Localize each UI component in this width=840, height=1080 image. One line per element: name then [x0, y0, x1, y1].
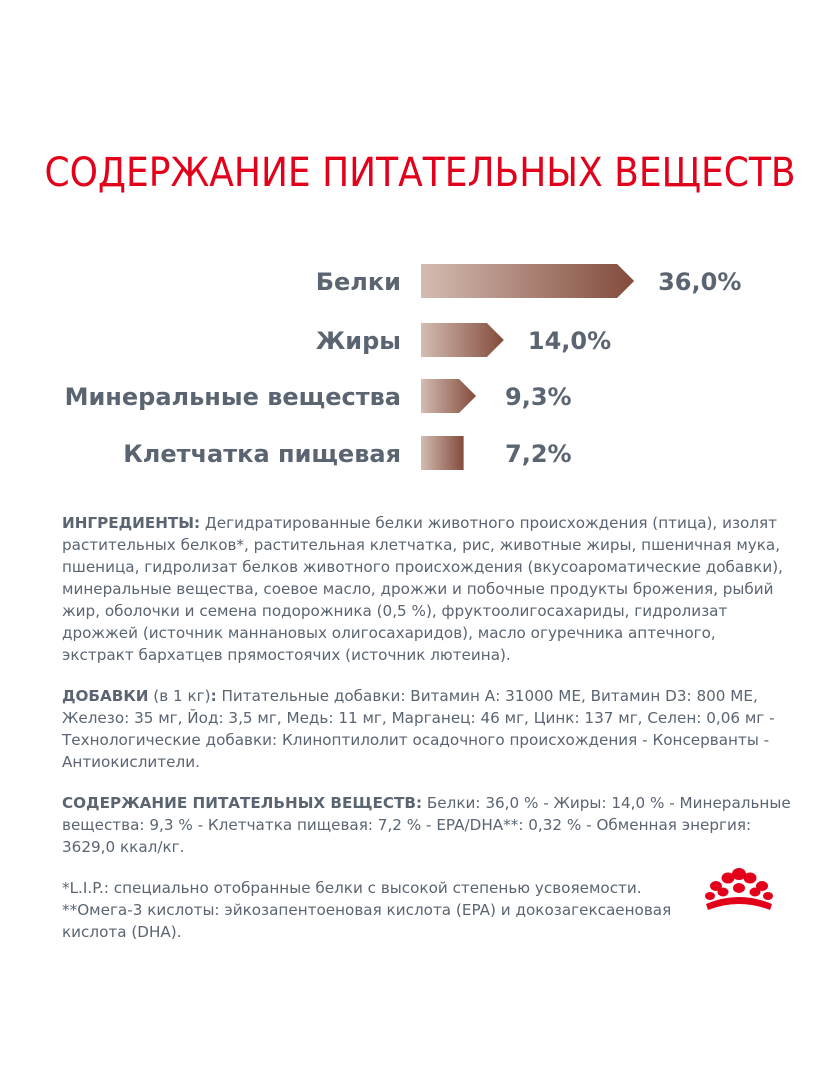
category-label-0: Белки: [315, 268, 401, 296]
royal-canin-crown-icon: [698, 856, 780, 918]
bar-1: [421, 323, 504, 357]
category-label-1: Жиры: [315, 327, 401, 355]
additives-unit: (в 1 кг): [148, 687, 211, 705]
additives-text: Питательные добавки: Витамин А: 31000 МЕ, Витамин D3: 800 МЕ, Железо: 35 мг, Йод: 3,5 мг, Медь: 11 мг, Марганец: 46 мг, Цинк: 137 мг, Селен: 0,06 мг - Технологические добавки: Клиноптилолит осадочного происхождения - Консерванты - Антиокислители.: [62, 687, 775, 771]
bar-0: [421, 264, 634, 298]
nutrients-text: Белки: 36,0 % - Жиры: 14,0 % - Минеральные вещества: 9,3 % - Клетчатка пищевая: 7,2 % - EPA/DHA**: 0,32 % - Обменная энергия: 3629,0 ккал/кг.: [62, 794, 791, 856]
footnote-lip: *L.I.P.: специально отобранные белки с высокой степенью усвояемости.: [62, 879, 642, 897]
category-label-2: Минеральные вещества: [64, 383, 401, 411]
nutrients-heading: СОДЕРЖАНИЕ ПИТАТЕЛЬНЫХ ВЕЩЕСТВ:: [62, 794, 423, 812]
logo-dot: [750, 888, 761, 897]
page-title: СОДЕРЖАНИЕ ПИТАТЕЛЬНЫХ ВЕЩЕСТВ: [44, 150, 796, 196]
logo-dot: [718, 888, 729, 897]
logo-dot: [744, 873, 757, 884]
logo-dot: [733, 883, 745, 893]
additives-colon: :: [210, 687, 217, 705]
value-label-0: 36,0%: [658, 268, 742, 296]
nutrients-paragraph: [62, 792, 792, 858]
info-text-block: [62, 512, 792, 943]
logo-dot: [705, 892, 715, 900]
logo-dot: [763, 892, 773, 900]
value-label-1: 14,0%: [527, 327, 612, 355]
bar-2: [421, 379, 476, 413]
ingredients-text: Дегидратированные белки животного происхождения (птица), изолят растительных белков*, растительная клетчатка, рис, животные жиры, пшеничная мука, пшеница, гидролизат белков животного происхождения (вкусоароматические добавки), минеральные вещества, соевое масло, дрожжи и побочные продукты брожения, рыбий жир, оболочки и семена подорожника (0,5 %), фруктоолигосахариды, гидролизат дрожжей (источник маннановых олигосахаридов), масло огуречника аптечного, экстракт бархатцев прямостоячих (источник лютеина).: [62, 514, 783, 664]
value-label-3: 7,2%: [505, 440, 572, 468]
category-label-3: Клетчатка пищевая: [123, 440, 401, 468]
ingredients-paragraph: [62, 512, 792, 666]
additives-heading: ДОБАВКИ: [62, 687, 149, 705]
footnote-omega: **Омега-3 кислоты: эйкозапентоеновая кислота (EPA) и докозагексаеновая кислота (DHA).: [62, 901, 672, 941]
footnotes: [62, 877, 692, 943]
logo-arc: [706, 897, 772, 910]
nutrient-bar-chart: [0, 0, 840, 500]
bar-3: [421, 436, 464, 470]
additives-paragraph: [62, 685, 792, 773]
ingredients-heading: ИНГРЕДИЕНТЫ:: [62, 514, 201, 532]
value-label-2: 9,3%: [505, 383, 572, 411]
